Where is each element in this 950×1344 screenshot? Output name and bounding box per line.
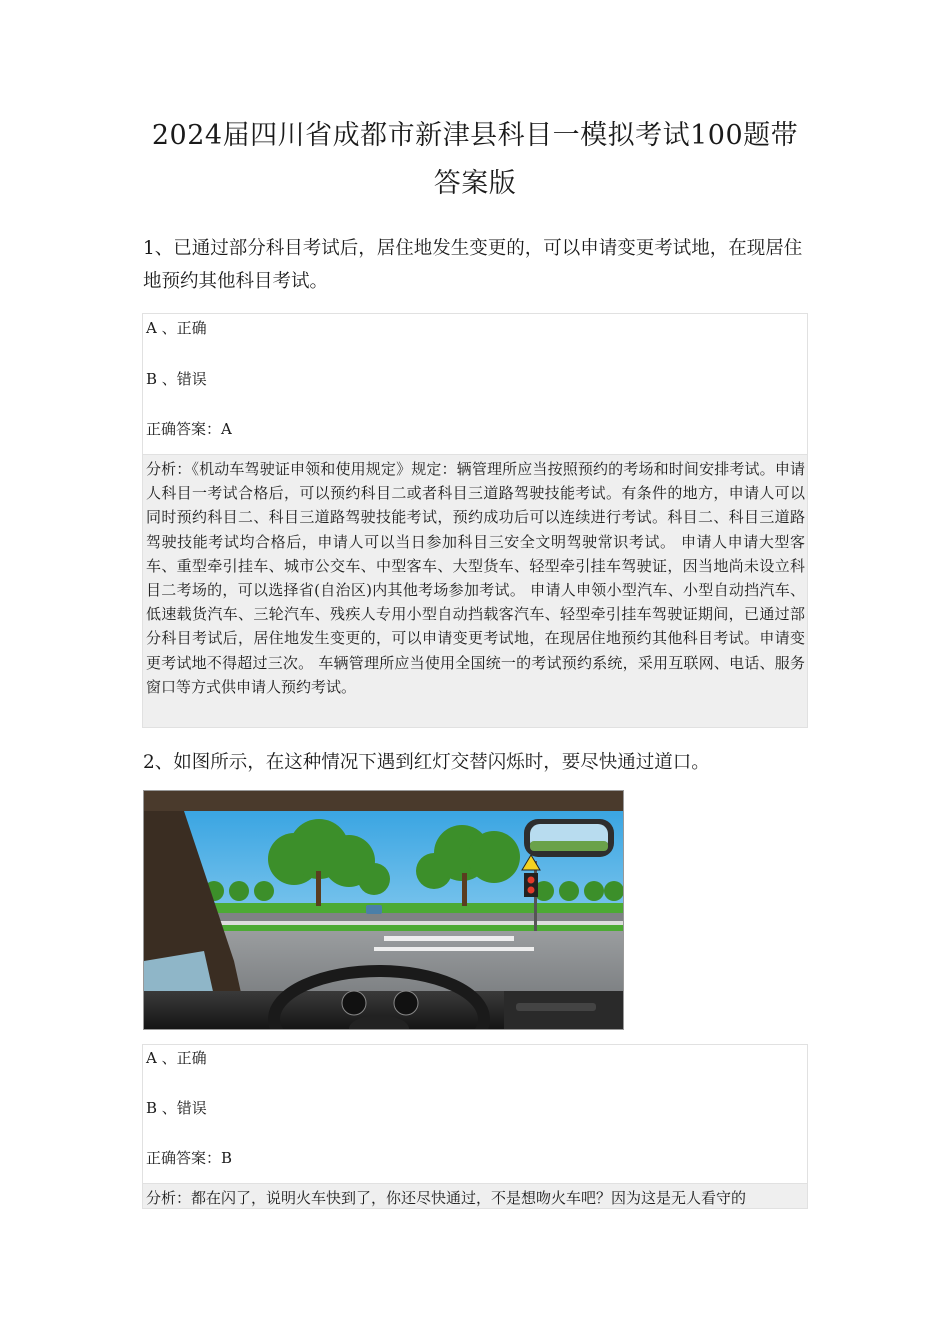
question-1-correct-answer: 正确答案：A bbox=[146, 420, 232, 438]
question-1-option-b: B 、错误 bbox=[146, 370, 207, 388]
question-2-analysis: 分析：都在闪了，说明火车快到了，你还尽快通过，不是想吻火车吧？因为这是无人看守的 bbox=[143, 1183, 807, 1208]
question-2-answer-box bbox=[142, 1044, 808, 1209]
question-2-text: 2、如图所示，在这种情况下遇到红灯交替闪烁时，要尽快通过道口。 bbox=[143, 752, 710, 773]
driver-view-railway-crossing-image bbox=[144, 791, 623, 1029]
question-2-correct-answer: 正确答案：B bbox=[146, 1149, 233, 1167]
title-line-2: 答案版 bbox=[433, 168, 517, 199]
question-1-answer-box bbox=[142, 313, 808, 728]
title-line-1: 2024届四川省成都市新津县科目一模拟考试100题带 bbox=[151, 120, 799, 151]
question-2-option-b: B 、错误 bbox=[146, 1099, 207, 1117]
document-title bbox=[120, 112, 830, 208]
question-1-text: 1、已通过部分科目考试后，居住地发生变更的，可以申请变更考试地，在现居住地预约其他科目考试。 bbox=[143, 238, 803, 292]
question-1-option-a: A 、正确 bbox=[146, 319, 207, 337]
question-1-analysis: 分析：《机动车驾驶证申领和使用规定》规定：辆管理所应当按照预约的考场和时间安排考试。申请人科目一考试合格后，可以预约科目二或者科目三道路驾驶技能考试。有条件的地方，申请人可以同时预约科目二、科目三道路驾驶技能考试，预约成功后可以连续进行考试。科目二、科目三道路驾驶技能考试均合格后，申请人可以当日参加科目三安全文明驾驶常识考试。 申请人申请大型客车、重型牵引挂车、城市公交车、中型客车、大型货车、轻型牵引挂车驾驶证，因当地尚未设立科目二考场的，可以选择省(自治区)内其他考场参加考试。 申请人申领小型汽车、小型自动挡汽车、低速载货汽车、三轮汽车、残疾人专用小型自动挡载客汽车、轻型牵引挂车驾驶证期间，已通过部分科目考试后，居住地发生变更的，可以申请变更考试地，在现居住地预约其他科目考试。申请变更考试地不得超过三次。 车辆管理所应当使用全国统一的考试预约系统，采用互联网、电话、服务窗口等方式供申请人预约考试。 bbox=[143, 454, 807, 727]
question-2-option-a: A 、正确 bbox=[146, 1049, 207, 1067]
question-2-figure bbox=[143, 790, 624, 1030]
